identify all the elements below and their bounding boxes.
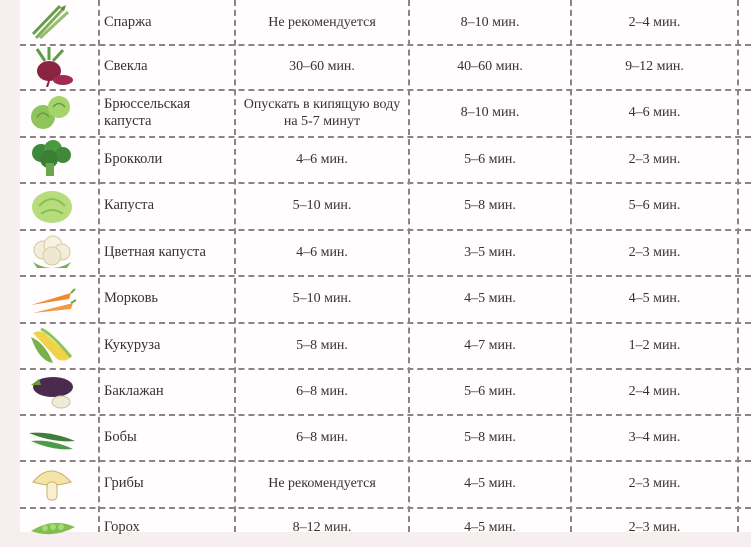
cauliflower-icon [24, 229, 80, 275]
row-divider [20, 136, 751, 138]
time-cell-3: 4–5 мин. [628, 291, 681, 306]
row-divider [20, 229, 751, 231]
table-row [0, 414, 751, 460]
time-cell-2: 4–5 мин. [464, 519, 516, 535]
row-divider [20, 275, 751, 277]
vegetable-name: Капуста [104, 197, 155, 213]
row-divider [20, 414, 751, 416]
time-cell-3: 2–3 мин. [628, 519, 681, 535]
vegetable-name: Брокколи [104, 150, 163, 167]
table-row [0, 89, 751, 136]
broccoli-icon [24, 136, 80, 182]
time-cell-2: 5–8 мин. [464, 198, 516, 213]
vegetable-name: Горох [104, 518, 140, 535]
time-cell-1: 5–10 мин. [292, 291, 352, 306]
table-row [0, 275, 751, 322]
vegetable-name: Кукуруза [104, 336, 161, 353]
time-cell-1: 5–8 мин. [296, 337, 348, 353]
table-row [0, 322, 751, 368]
time-cell-1: Не рекомендуется [268, 14, 376, 30]
vegetable-name: Свекла [104, 58, 148, 74]
time-cell-3: 2–4 мин. [628, 383, 681, 399]
vegetable-name: Баклажан [104, 382, 164, 399]
time-cell-2: 5–6 мин. [464, 151, 516, 167]
time-cell-1: Не рекомендуется [268, 476, 376, 491]
time-cell-3: 2–3 мин. [628, 244, 681, 260]
beans-icon [24, 414, 80, 460]
time-cell-2: 8–10 мин. [460, 14, 520, 30]
table-row [0, 136, 751, 182]
time-cell-1: 6–8 мин. [296, 383, 348, 399]
time-cell-1: Опускать в кипящую воду на 5-7 минут [243, 96, 401, 129]
row-divider [20, 460, 751, 462]
carrot-icon [24, 275, 80, 322]
time-cell-3: 3–4 мин. [628, 429, 681, 445]
time-cell-2: 5–6 мин. [464, 383, 516, 399]
time-cell-3: 2–4 мин. [628, 14, 681, 30]
time-cell-2: 8–10 мин. [460, 105, 520, 120]
table-row [0, 507, 751, 547]
row-divider [20, 89, 751, 91]
eggplant-icon [24, 368, 80, 414]
row-divider [20, 322, 751, 324]
vegetable-name: Брюссельская капуста [104, 95, 191, 129]
table-row [0, 182, 751, 229]
asparagus-icon [24, 0, 80, 44]
vegetable-name: Морковь [104, 290, 159, 306]
vegetable-name: Цветная капуста [104, 243, 206, 260]
time-cell-1: 8–12 мин. [292, 519, 352, 535]
table-row [0, 460, 751, 507]
time-cell-2: 4–5 мин. [464, 291, 516, 306]
cabbage-icon [24, 182, 80, 229]
time-cell-1: 30–60 мин. [289, 59, 355, 74]
time-cell-2: 4–5 мин. [464, 476, 516, 491]
table-row [0, 0, 751, 44]
peas-icon [24, 507, 80, 547]
row-divider [20, 182, 751, 184]
corn-icon [24, 322, 80, 368]
time-cell-1: 6–8 мин. [296, 429, 348, 445]
vegetable-name: Бобы [104, 428, 137, 445]
time-cell-2: 40–60 мин. [457, 59, 523, 74]
time-cell-1: 5–10 мин. [292, 198, 352, 213]
time-cell-3: 2–3 мин. [628, 151, 681, 167]
time-cell-2: 3–5 мин. [464, 244, 516, 260]
time-cell-3: 1–2 мин. [628, 337, 681, 353]
time-cell-3: 5–6 мин. [628, 198, 681, 213]
brussels-sprouts-icon [24, 89, 80, 136]
time-cell-1: 4–6 мин. [296, 151, 348, 167]
time-cell-3: 4–6 мин. [628, 105, 681, 120]
table-row [0, 368, 751, 414]
table-row [0, 229, 751, 275]
vegetable-name: Грибы [104, 475, 144, 491]
table-row [0, 44, 751, 89]
mushroom-icon [24, 460, 80, 507]
time-cell-2: 4–7 мин. [464, 337, 516, 353]
time-cell-3: 9–12 мин. [625, 59, 684, 74]
row-divider [20, 507, 751, 509]
time-cell-3: 2–3 мин. [628, 476, 681, 491]
beet-icon [24, 44, 80, 89]
vegetable-name: Спаржа [104, 13, 152, 30]
row-divider [20, 368, 751, 370]
time-cell-1: 4–6 мин. [296, 244, 348, 260]
time-cell-2: 5–8 мин. [464, 429, 516, 445]
row-divider [20, 44, 751, 46]
